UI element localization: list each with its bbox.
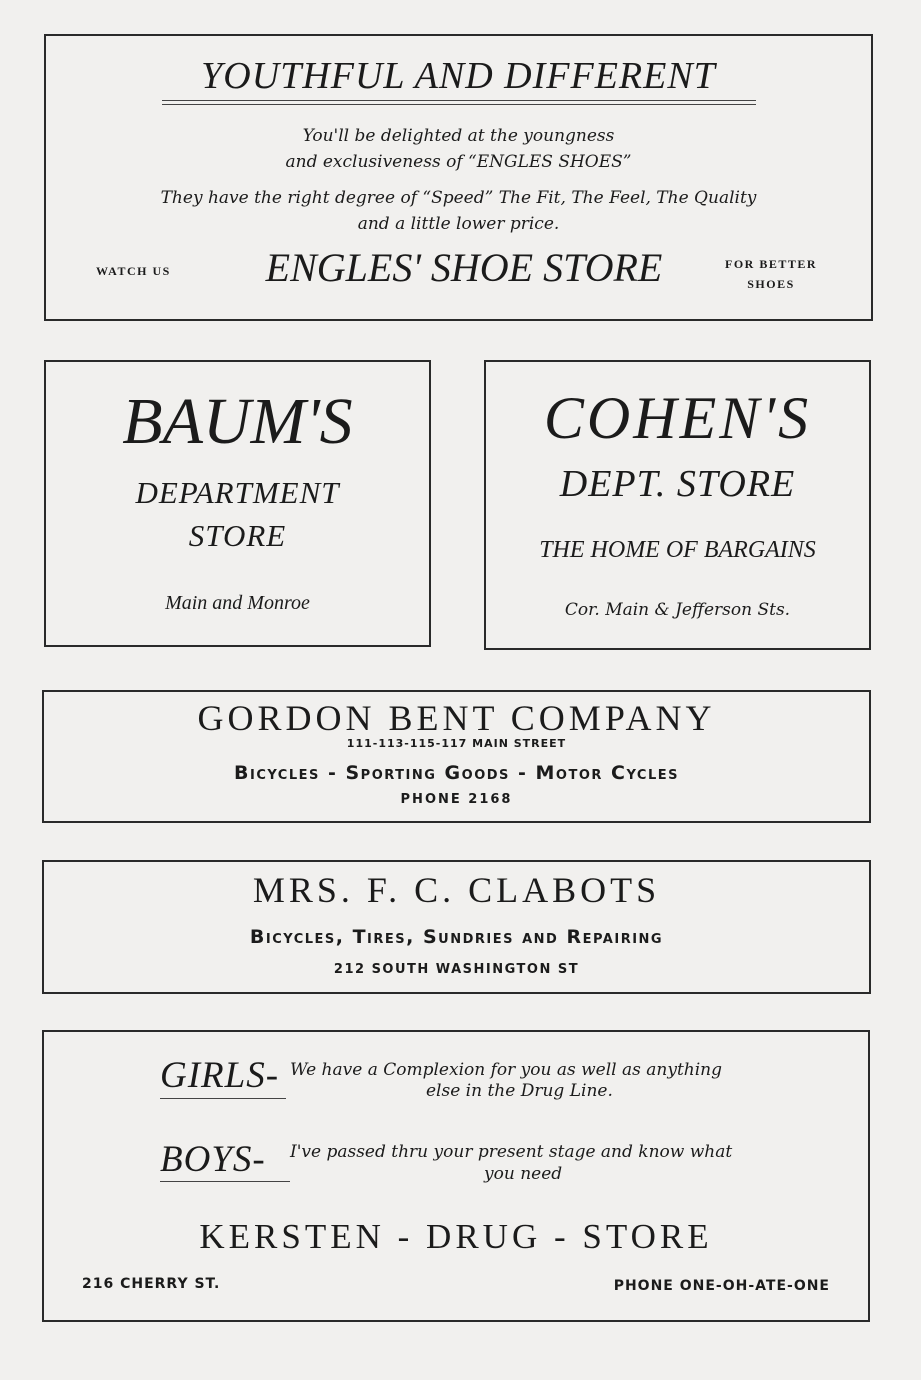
kersten-girls-word: GIRLS- xyxy=(160,1055,280,1096)
engles-for-better-shoes xyxy=(706,254,836,294)
kersten-boys-message-1: I've passed thru your present stage and know what xyxy=(290,1142,733,1162)
cohens-address: Cor. Main & Jefferson Sts. xyxy=(564,600,791,620)
baums-name: BAUM'S xyxy=(122,385,353,458)
kersten-name: KERSTEN - DRUG - STORE xyxy=(199,1217,713,1256)
kersten-girls-message-1: We have a Complexion for you as well as anything xyxy=(290,1060,722,1080)
engles-shoe-store-ad xyxy=(44,34,873,321)
cohens-dept-store-ad xyxy=(484,360,871,650)
baums-address: Main and Monroe xyxy=(165,592,310,614)
clabots-name: MRS. F. C. CLABOTS xyxy=(252,870,661,910)
engles-copy-line-4: and a little lower price. xyxy=(357,214,560,234)
engles-watch-us: WATCH US xyxy=(96,264,171,278)
kersten-boys-message-2: you need xyxy=(484,1164,563,1184)
baums-department-store-ad xyxy=(44,360,431,647)
clabots-ad xyxy=(42,860,871,994)
engles-copy-line-1: You'll be delighted at the youngness xyxy=(302,126,615,146)
kersten-boys-word: BOYS- xyxy=(160,1139,266,1180)
engles-headline-rule xyxy=(162,100,756,105)
gordon-phone: PHONE 2168 xyxy=(400,792,513,807)
gordon-address: 111-113-115-117 MAIN STREET xyxy=(346,737,567,750)
gordon-name: GORDON BENT COMPANY xyxy=(197,698,716,738)
kersten-drug-store-ad xyxy=(42,1030,870,1322)
gordon-bent-company-ad xyxy=(42,690,871,823)
engles-headline: YOUTHFUL AND DIFFERENT xyxy=(201,55,716,97)
kersten-address: 216 CHERRY ST. xyxy=(82,1276,221,1292)
gordon-goods: Bicycles - Sporting Goods - Motor Cycles xyxy=(234,762,679,784)
engles-better-line-2: SHOES xyxy=(747,277,795,291)
cohens-name: COHEN'S xyxy=(543,385,812,451)
baums-line-2: STORE xyxy=(188,518,287,553)
baums-line-1: DEPARTMENT xyxy=(135,475,340,510)
cohens-dept: DEPT. STORE xyxy=(559,463,796,505)
cohens-tagline: THE HOME OF BARGAINS xyxy=(539,537,816,563)
clabots-address: 212 SOUTH WASHINGTON ST xyxy=(333,962,580,977)
kersten-boys-rule xyxy=(160,1181,290,1182)
engles-better-line-1: FOR BETTER xyxy=(724,257,817,271)
engles-store-name: ENGLES' SHOE STORE xyxy=(265,245,663,290)
engles-copy-line-2: and exclusiveness of “ENGLES SHOES” xyxy=(285,152,632,172)
kersten-girls-rule xyxy=(160,1098,286,1099)
clabots-goods: Bicycles, Tires, Sundries and Repairing xyxy=(249,926,664,948)
kersten-phone: PHONE ONE-OH-ATE-ONE xyxy=(613,1278,830,1294)
engles-copy-line-3: They have the right degree of “Speed” The Fit, The Feel, The Quality xyxy=(160,188,757,208)
kersten-girls-message-2: else in the Drug Line. xyxy=(426,1081,613,1101)
